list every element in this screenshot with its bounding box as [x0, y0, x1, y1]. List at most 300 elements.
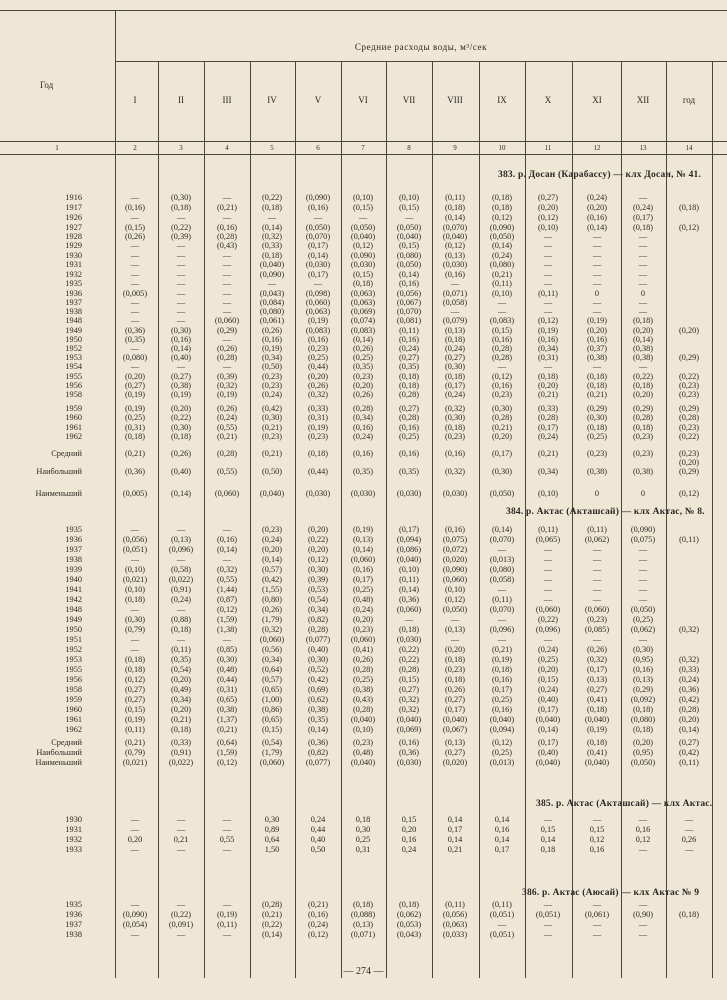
month-header: IX	[497, 95, 507, 105]
table-row	[0, 758, 727, 768]
table-cell: —	[130, 930, 140, 939]
table-row	[0, 625, 727, 635]
table-cell: —	[638, 545, 648, 554]
table-cell: —	[222, 815, 232, 824]
table-cell: (0,88)	[170, 615, 192, 624]
table-cell: (0,91)	[170, 748, 192, 757]
table-cell: (0,30)	[124, 615, 146, 624]
table-cell: (0,14)	[444, 213, 466, 222]
row-year: 1935	[65, 525, 82, 534]
column-number: 13	[639, 144, 647, 152]
table-row	[0, 748, 727, 758]
table-cell: (0,27)	[124, 685, 146, 694]
table-cell: (0,14)	[170, 344, 192, 353]
table-cell: (0,25)	[307, 353, 329, 362]
table-cell: 0,21	[447, 845, 463, 854]
table-cell: (0,23)	[261, 372, 283, 381]
table-cell: (0,23)	[678, 449, 700, 458]
table-cell: (0,050)	[442, 605, 468, 614]
table-cell: —	[592, 930, 602, 939]
month-header: I	[133, 95, 137, 105]
table-cell: (0,040)	[535, 715, 561, 724]
row-year: 1926	[65, 213, 82, 222]
table-cell: (0,21)	[491, 270, 513, 279]
table-cell: (0,21)	[124, 738, 146, 747]
table-cell: (0,39)	[307, 575, 329, 584]
column-number: 14	[685, 144, 693, 152]
table-cell: (0,18)	[444, 372, 466, 381]
table-cell: 0,14	[447, 835, 463, 844]
table-cell: —	[497, 615, 507, 624]
table-cell: (0,26)	[170, 449, 192, 458]
table-row	[0, 193, 727, 203]
table-row	[0, 845, 727, 855]
table-cell: (0,080)	[259, 307, 285, 316]
table-cell: (0,18)	[632, 316, 654, 325]
table-cell: (0,18)	[586, 738, 608, 747]
row-year: 1962	[65, 725, 82, 734]
table-cell: —	[222, 555, 232, 564]
table-cell: (0,44)	[216, 675, 238, 684]
table-cell: 0,25	[355, 835, 371, 844]
table-cell: (0,11)	[125, 725, 145, 734]
table-cell: (0,14)	[586, 223, 608, 232]
table-cell: —	[222, 825, 232, 834]
table-cell: (0,056)	[122, 535, 148, 544]
table-cell: (0,27)	[444, 695, 466, 704]
table-cell: 0,17	[494, 845, 510, 854]
table-cell: (0,030)	[305, 260, 331, 269]
table-cell: (0,11)	[492, 279, 512, 288]
table-cell: (0,32)	[398, 705, 420, 714]
table-cell: —	[130, 213, 140, 222]
table-cell: (0,11)	[171, 645, 191, 654]
table-cell: (0,075)	[442, 535, 468, 544]
table-cell: (0,094)	[489, 725, 515, 734]
table-cell: (0,18)	[444, 675, 466, 684]
table-cell: (1,44)	[216, 585, 238, 594]
table-cell: (0,30)	[307, 565, 329, 574]
table-row	[0, 835, 727, 845]
table-cell: (0,50)	[261, 362, 283, 371]
row-year: 1938	[65, 930, 82, 939]
table-cell: (0,38)	[632, 467, 654, 476]
header-year-label: Год	[40, 80, 54, 90]
table-cell: (0,080)	[122, 353, 148, 362]
table-cell: (0,16)	[586, 335, 608, 344]
table-cell: —	[130, 307, 140, 316]
table-cell: (0,19)	[586, 725, 608, 734]
table-cell: —	[592, 900, 602, 909]
table-cell: (0,24)	[444, 344, 466, 353]
table-cell: (0,19)	[216, 910, 238, 919]
table-cell: (0,19)	[170, 390, 192, 399]
table-cell: (0,030)	[396, 758, 422, 767]
table-cell: (0,91)	[170, 585, 192, 594]
table-cell: (0,19)	[216, 390, 238, 399]
header-top-rule	[0, 10, 727, 11]
month-header: XI	[592, 95, 602, 105]
table-cell: (0,22)	[398, 645, 420, 654]
table-cell: (0,29)	[678, 467, 700, 476]
table-cell: (0,29)	[216, 326, 238, 335]
table-cell: —	[176, 260, 186, 269]
table-cell: —	[176, 555, 186, 564]
table-cell: (0,23)	[632, 449, 654, 458]
table-cell: (0,34)	[170, 695, 192, 704]
table-cell: (0,11)	[538, 289, 558, 298]
table-cell: (0,14)	[261, 930, 283, 939]
table-cell: (0,094)	[396, 535, 422, 544]
table-cell: (1,79)	[261, 615, 283, 624]
table-cell: (0,18)	[537, 372, 559, 381]
table-cell: —	[638, 260, 648, 269]
table-cell: (0,063)	[350, 289, 376, 298]
table-cell: (0,14)	[398, 585, 420, 594]
table-cell: (0,23)	[352, 625, 374, 634]
table-row	[0, 585, 727, 595]
table-cell: (0,050)	[396, 260, 422, 269]
table-cell: (0,18)	[586, 423, 608, 432]
row-year: 1949	[65, 615, 82, 624]
table-cell: (0,013)	[489, 555, 515, 564]
table-cell: (0,17)	[632, 213, 654, 222]
table-cell: (0,098)	[305, 289, 331, 298]
table-cell: —	[222, 213, 232, 222]
table-cell: (0,12)	[124, 675, 146, 684]
table-cell: —	[130, 260, 140, 269]
table-cell: (0,14)	[261, 555, 283, 564]
table-cell: (0,11)	[679, 758, 699, 767]
table-row	[0, 213, 727, 223]
row-year: 1940	[65, 575, 82, 584]
table-cell: (0,16)	[216, 535, 238, 544]
table-cell: (0,69)	[307, 685, 329, 694]
table-cell: (0,28)	[537, 413, 559, 422]
table-cell: 0,50	[310, 845, 326, 854]
table-cell: (0,013)	[489, 758, 515, 767]
table-cell: —	[497, 362, 507, 371]
table-cell: (0,24)	[632, 203, 654, 212]
section-title: 386. р. Актас (Аюсай) — клх Актас № 9	[522, 888, 700, 898]
table-row	[0, 565, 727, 575]
table-cell: —	[592, 270, 602, 279]
table-cell: (0,040)	[584, 715, 610, 724]
table-cell: (1,55)	[261, 585, 283, 594]
row-year: 1958	[65, 390, 82, 399]
table-cell: (0,25)	[491, 748, 513, 757]
table-cell: (0,040)	[396, 715, 422, 724]
table-cell: (0,16)	[537, 335, 559, 344]
table-cell: (0,083)	[350, 326, 376, 335]
table-cell: (0,18)	[678, 203, 700, 212]
table-cell: —	[592, 251, 602, 260]
table-cell: (0,060)	[584, 605, 610, 614]
month-header: X	[544, 95, 552, 105]
table-cell: (0,18)	[491, 203, 513, 212]
table-cell: (0,55)	[216, 467, 238, 476]
table-cell: (0,32)	[261, 625, 283, 634]
table-cell: —	[543, 251, 553, 260]
table-cell: (0,18)	[124, 665, 146, 674]
row-year: 1929	[65, 241, 82, 250]
table-cell: (0,11)	[538, 525, 558, 534]
table-cell: (0,11)	[679, 535, 699, 544]
table-cell: (0,23)	[444, 432, 466, 441]
table-cell: (0,14)	[170, 489, 192, 498]
table-cell: —	[638, 241, 648, 250]
table-cell: —	[313, 279, 323, 288]
table-cell: (0,40)	[537, 695, 559, 704]
table-cell: —	[176, 251, 186, 260]
table-cell: (0,13)	[170, 535, 192, 544]
table-cell: (0,39)	[170, 232, 192, 241]
row-year: 1960	[65, 413, 82, 422]
month-header: III	[222, 95, 232, 105]
table-cell: —	[543, 260, 553, 269]
table-cell: (0,18)	[491, 665, 513, 674]
table-cell: (0,28)	[398, 390, 420, 399]
table-cell: (0,070)	[396, 307, 422, 316]
table-cell: (0,060)	[350, 555, 376, 564]
table-cell: (0,060)	[259, 758, 285, 767]
table-cell: (0,87)	[216, 595, 238, 604]
table-cell: (0,44)	[307, 362, 329, 371]
table-cell: (0,18)	[678, 910, 700, 919]
table-cell: (0,35)	[170, 655, 192, 664]
table-cell: (0,070)	[305, 232, 331, 241]
table-cell: 0,16	[494, 825, 510, 834]
table-cell: (0,64)	[216, 738, 238, 747]
table-cell: (0,65)	[261, 715, 283, 724]
row-year: 1961	[65, 423, 82, 432]
table-cell: 0,12	[589, 835, 605, 844]
row-year: 1952	[65, 344, 82, 353]
table-cell: —	[592, 575, 602, 584]
table-cell: (0,19)	[586, 316, 608, 325]
table-cell: —	[638, 930, 648, 939]
table-cell: (0,26)	[216, 344, 238, 353]
row-year: 1953	[65, 655, 82, 664]
table-cell: —	[222, 845, 232, 854]
table-cell: —	[176, 845, 186, 854]
row-year: 1917	[65, 203, 82, 212]
table-cell: (0,24)	[537, 645, 559, 654]
table-cell: —	[176, 525, 186, 534]
table-cell: (0,13)	[444, 251, 466, 260]
table-row	[0, 655, 727, 665]
header-bottom-rule	[0, 141, 727, 142]
table-cell: (0,95)	[632, 655, 654, 664]
table-cell: (0,33)	[170, 738, 192, 747]
table-cell: (0,14)	[632, 335, 654, 344]
table-cell: (0,24)	[398, 344, 420, 353]
table-row	[0, 605, 727, 615]
table-row	[0, 575, 727, 585]
table-cell: —	[222, 279, 232, 288]
row-year: Наибольший	[36, 748, 82, 757]
table-cell: (0,13)	[444, 738, 466, 747]
table-cell: (0,35)	[124, 335, 146, 344]
table-cell: —	[592, 565, 602, 574]
row-year: 1948	[65, 316, 82, 325]
table-cell: —	[543, 900, 553, 909]
table-cell: (0,30)	[444, 413, 466, 422]
table-cell: (0,040)	[396, 555, 422, 564]
table-cell: 0	[640, 489, 646, 498]
table-cell: (0,38)	[586, 353, 608, 362]
table-cell: (0,18)	[398, 381, 420, 390]
table-cell: —	[638, 193, 648, 202]
table-cell: (0,11)	[399, 326, 419, 335]
table-row	[0, 535, 727, 545]
table-cell: —	[130, 251, 140, 260]
table-cell: (0,090)	[305, 193, 331, 202]
table-cell: (0,27)	[124, 695, 146, 704]
table-cell: (0,20)	[678, 458, 700, 467]
table-cell: —	[592, 545, 602, 554]
table-cell: (0,030)	[396, 635, 422, 644]
table-cell: 0,14	[447, 815, 463, 824]
table-cell: (0,16)	[307, 910, 329, 919]
table-cell: (0,20)	[632, 326, 654, 335]
table-cell: (0,18)	[632, 725, 654, 734]
table-cell: —	[592, 595, 602, 604]
table-cell: (0,092)	[630, 695, 656, 704]
table-row	[0, 279, 727, 289]
row-year: 1927	[65, 223, 82, 232]
table-cell: 0,20	[401, 825, 417, 834]
table-cell: (0,20)	[586, 326, 608, 335]
table-cell: (0,27)	[398, 404, 420, 413]
table-cell: —	[130, 362, 140, 371]
table-cell: (0,090)	[350, 251, 376, 260]
section-title: 384. р. Актас (Акташсай) — клх Актас, № 8.	[506, 507, 705, 517]
table-cell: —	[176, 241, 186, 250]
table-cell: —	[638, 270, 648, 279]
table-cell: (0,25)	[352, 585, 374, 594]
table-cell: (0,23)	[586, 615, 608, 624]
row-year: 1950	[65, 335, 82, 344]
table-cell: —	[176, 815, 186, 824]
table-cell: (0,21)	[307, 900, 329, 909]
page-number: — 274 —	[343, 966, 384, 977]
table-cell: (0,21)	[216, 432, 238, 441]
table-row	[0, 316, 727, 326]
table-cell: (0,077)	[305, 635, 331, 644]
table-cell: —	[176, 825, 186, 834]
table-cell: (0,53)	[307, 585, 329, 594]
table-cell: (0,38)	[352, 685, 374, 694]
table-cell: —	[222, 635, 232, 644]
table-cell: (0,33)	[261, 241, 283, 250]
column-number: 10	[498, 144, 506, 152]
table-cell: (0,22)	[170, 413, 192, 422]
table-cell: —	[638, 307, 648, 316]
table-cell: —	[176, 362, 186, 371]
table-cell: (0,18)	[398, 900, 420, 909]
table-cell: (0,41)	[352, 645, 374, 654]
table-cell: (0,18)	[444, 423, 466, 432]
table-cell: (0,061)	[584, 910, 610, 919]
table-cell: (0,080)	[630, 715, 656, 724]
table-cell: (0,22)	[398, 655, 420, 664]
table-cell: (0,16)	[398, 279, 420, 288]
table-cell: (0,38)	[586, 467, 608, 476]
table-cell: —	[497, 635, 507, 644]
table-cell: (0,16)	[398, 335, 420, 344]
table-cell: (0,18)	[307, 449, 329, 458]
table-cell: —	[130, 193, 140, 202]
table-cell: (0,30)	[491, 404, 513, 413]
row-year: 1956	[65, 675, 82, 684]
table-cell: (0,36)	[398, 595, 420, 604]
table-cell: —	[638, 900, 648, 909]
table-cell: (0,62)	[307, 695, 329, 704]
table-row	[0, 595, 727, 605]
table-cell: (0,26)	[586, 645, 608, 654]
table-row	[0, 920, 727, 930]
table-cell: —	[543, 565, 553, 574]
table-cell: (0,10)	[491, 289, 513, 298]
table-cell: (0,060)	[350, 635, 376, 644]
row-year: 1959	[65, 404, 82, 413]
table-cell: —	[684, 845, 694, 854]
table-cell: (0,17)	[398, 525, 420, 534]
table-cell: (0,17)	[537, 423, 559, 432]
table-cell: (0,30)	[491, 467, 513, 476]
table-cell: (0,020)	[442, 555, 468, 564]
table-cell: (0,25)	[352, 675, 374, 684]
table-cell: —	[592, 362, 602, 371]
table-cell: (0,21)	[586, 390, 608, 399]
table-cell: (0,063)	[305, 307, 331, 316]
table-cell: (0,050)	[350, 223, 376, 232]
table-cell: (0,40)	[537, 748, 559, 757]
table-cell: (0,069)	[396, 725, 422, 734]
table-cell: (0,21)	[261, 423, 283, 432]
table-cell: (0,096)	[489, 625, 515, 634]
month-header: VII	[402, 95, 416, 105]
table-cell: (0,34)	[537, 344, 559, 353]
table-row	[0, 635, 727, 645]
table-cell: —	[222, 298, 232, 307]
table-cell: (0,23)	[352, 738, 374, 747]
table-cell: 0,40	[310, 835, 326, 844]
row-year: 1958	[65, 685, 82, 694]
table-cell: (0,079)	[442, 316, 468, 325]
row-year: 1959	[65, 695, 82, 704]
table-cell: (0,16)	[491, 675, 513, 684]
column-number-rule	[0, 154, 727, 155]
table-row	[0, 489, 727, 499]
table-cell: —	[497, 545, 507, 554]
table-cell: —	[313, 213, 323, 222]
table-cell: (0,16)	[307, 203, 329, 212]
row-year: 1941	[65, 585, 82, 594]
table-cell: (0,28)	[352, 665, 374, 674]
table-cell: (0,20)	[307, 525, 329, 534]
table-cell: (0,36)	[124, 326, 146, 335]
table-cell: (0,20)	[632, 738, 654, 747]
table-cell: 0,24	[310, 815, 326, 824]
table-cell: (0,10)	[124, 585, 146, 594]
table-cell: (0,27)	[170, 372, 192, 381]
table-cell: (0,25)	[352, 353, 374, 362]
table-cell: 0,16	[589, 845, 605, 854]
table-cell: —	[543, 930, 553, 939]
table-cell: (0,040)	[442, 715, 468, 724]
